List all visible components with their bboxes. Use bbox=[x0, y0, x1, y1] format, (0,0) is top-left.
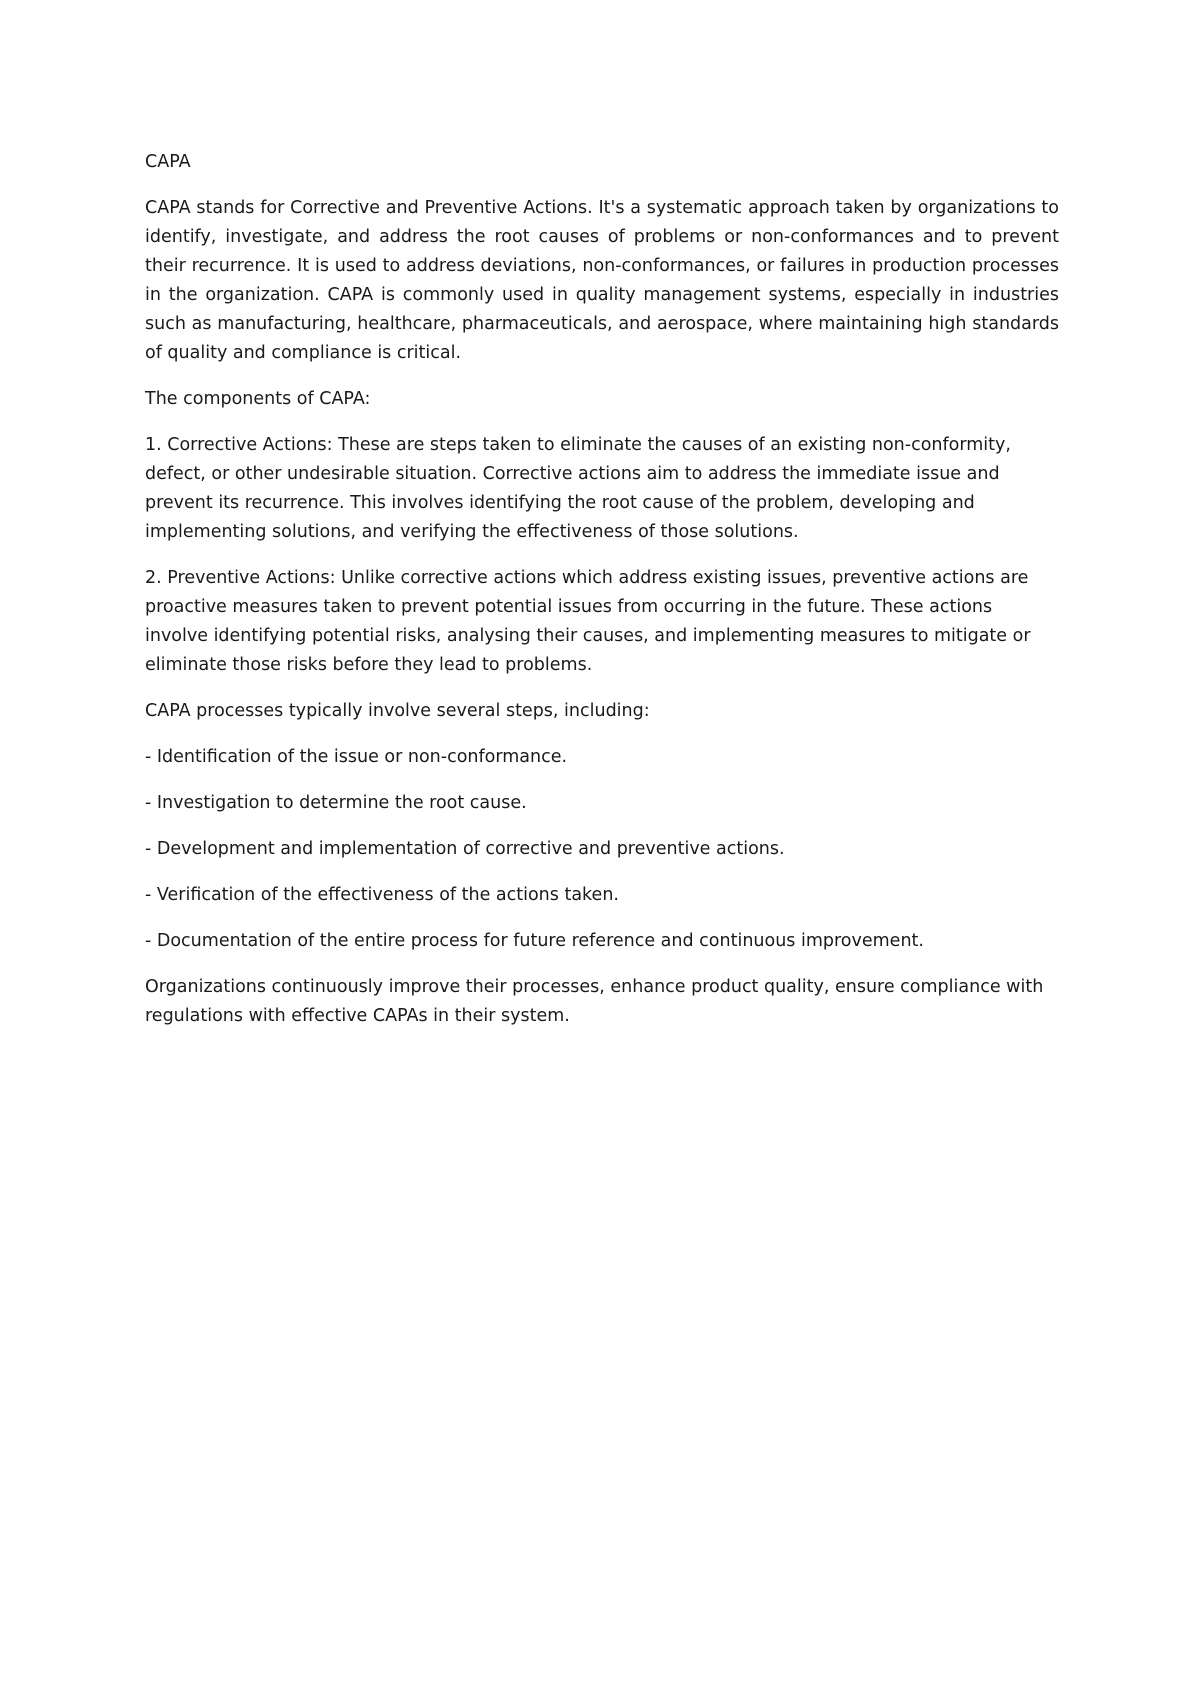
steps-heading: CAPA processes typically involve several steps, including: bbox=[145, 701, 650, 721]
document-page bbox=[145, 148, 1059, 1048]
step-item: - Identification of the issue or non-conformance. bbox=[145, 747, 568, 767]
step-item: - Verification of the effectiveness of the actions taken. bbox=[145, 885, 619, 905]
intro-paragraph: CAPA stands for Corrective and Preventive Actions. It's a systematic approach taken by organizations to identify, investigate, and address the root causes of problems or non-conformances and to prevent their recurrence. It is used to address deviations, non-conformances, or failures in production processes in the organization. CAPA is commonly used in quality management systems, especially in industries such as manufacturing, healthcare, pharmaceuticals, and aerospace, where maintaining high standards of quality and compliance is critical. bbox=[145, 198, 1059, 363]
document-title: CAPA bbox=[145, 152, 191, 172]
preventive-actions-paragraph: 2. Preventive Actions: Unlike corrective actions which address existing issues, preventive actions are proactive measures taken to prevent potential issues from occurring in the future. These actions involve identifying potential risks, analysing their causes, and implementing measures to mitigate or eliminate those risks before they lead to problems. bbox=[145, 568, 1031, 675]
step-item: - Documentation of the entire process for future reference and continuous improvement. bbox=[145, 931, 924, 951]
step-item: - Investigation to determine the root cause. bbox=[145, 793, 527, 813]
corrective-actions-paragraph: 1. Corrective Actions: These are steps taken to eliminate the causes of an existing non-conformity, defect, or other undesirable situation. Corrective actions aim to address the immediate issue and prevent its recurrence. This involves identifying the root cause of the problem, developing and implementing solutions, and verifying the effectiveness of those solutions. bbox=[145, 435, 1011, 542]
conclusion-paragraph: Organizations continuously improve their processes, enhance product quality, ensure compliance with regulations with effective CAPAs in their system. bbox=[145, 977, 1044, 1026]
components-heading: The components of CAPA: bbox=[145, 389, 371, 409]
step-item: - Development and implementation of corrective and preventive actions. bbox=[145, 839, 785, 859]
